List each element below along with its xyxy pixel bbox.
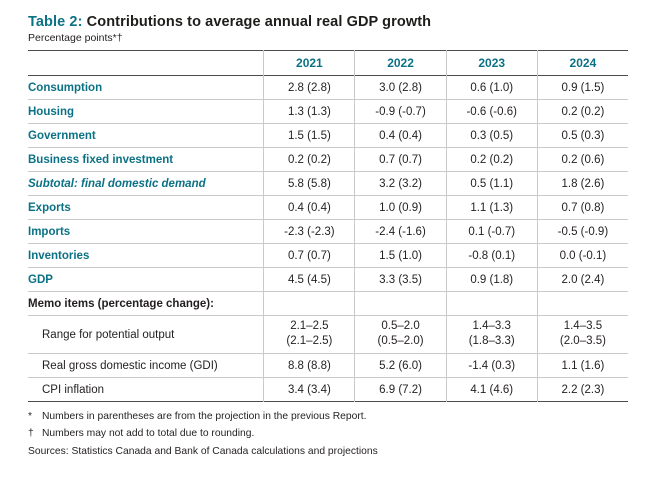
table-row bbox=[28, 172, 628, 196]
cell-value: 0.2 (0.2) bbox=[264, 148, 355, 172]
table-row bbox=[28, 244, 628, 268]
cell-value: -0.6 (-0.6) bbox=[446, 100, 537, 124]
footnote-text: Numbers in parentheses are from the projection in the previous Report. bbox=[42, 411, 367, 422]
row-label: CPI inflation bbox=[42, 383, 105, 396]
cell-value-primary: 0.5–2.0 bbox=[381, 320, 420, 332]
cell-value: 0.9 (1.8) bbox=[446, 268, 537, 292]
cell-value: 2.8 (2.8) bbox=[264, 76, 355, 100]
table-head bbox=[28, 51, 628, 76]
table-row bbox=[28, 76, 628, 100]
cell-value: 0.4 (0.4) bbox=[355, 124, 446, 148]
cell-value: 0.6 (1.0) bbox=[446, 76, 537, 100]
cell-value: 0.4 (0.4) bbox=[264, 196, 355, 220]
page-title bbox=[28, 14, 628, 30]
column-header-2024: 2024 bbox=[537, 51, 628, 76]
cell-value: 0.3 (0.5) bbox=[446, 124, 537, 148]
cell-value-primary: 1.4–3.3 bbox=[472, 320, 511, 332]
cell-value: 6.9 (7.2) bbox=[355, 378, 446, 402]
column-header-2023: 2023 bbox=[446, 51, 537, 76]
cell-value: 1.5 (1.0) bbox=[355, 244, 446, 268]
table-row bbox=[28, 148, 628, 172]
table-row bbox=[28, 316, 628, 354]
cell-value: 0.9 (1.5) bbox=[537, 76, 628, 100]
cell-value: 5.2 (6.0) bbox=[355, 354, 446, 378]
cell-value: 0.2 (0.6) bbox=[537, 148, 628, 172]
cell-value bbox=[537, 316, 628, 354]
cell-value: 1.3 (1.3) bbox=[264, 100, 355, 124]
cell-value: 0.7 (0.7) bbox=[355, 148, 446, 172]
row-label: Consumption bbox=[28, 81, 103, 94]
cell-value: 2.2 (2.3) bbox=[537, 378, 628, 402]
cell-value: 3.4 (3.4) bbox=[264, 378, 355, 402]
column-header-2021: 2021 bbox=[264, 51, 355, 76]
cell-value: 4.5 (4.5) bbox=[264, 268, 355, 292]
cell-value: -1.4 (0.3) bbox=[446, 354, 537, 378]
table-row-memo-header bbox=[28, 292, 628, 316]
cell-value-previous: (0.5–2.0) bbox=[377, 335, 424, 347]
row-label: Business fixed investment bbox=[28, 153, 174, 166]
cell-value bbox=[264, 292, 355, 316]
cell-value-previous: (2.1–2.5) bbox=[286, 335, 333, 347]
footnote-marker: * bbox=[28, 411, 33, 422]
cell-value: -0.8 (0.1) bbox=[446, 244, 537, 268]
row-label: Imports bbox=[28, 225, 71, 238]
cell-value bbox=[264, 316, 355, 354]
cell-value: -2.3 (-2.3) bbox=[264, 220, 355, 244]
cell-value: 4.1 (4.6) bbox=[446, 378, 537, 402]
cell-value: 0.2 (0.2) bbox=[537, 100, 628, 124]
footnote-1 bbox=[28, 409, 628, 425]
row-label: Housing bbox=[28, 105, 74, 118]
cell-value bbox=[355, 316, 446, 354]
table-row bbox=[28, 220, 628, 244]
cell-value bbox=[355, 292, 446, 316]
cell-value: 0.5 (0.3) bbox=[537, 124, 628, 148]
cell-value: 0.7 (0.8) bbox=[537, 196, 628, 220]
row-label: Real gross domestic income (GDI) bbox=[42, 359, 218, 372]
footnote-text: Numbers may not add to total due to rounding. bbox=[42, 427, 255, 439]
cell-value: 8.8 (8.8) bbox=[264, 354, 355, 378]
footnote-marker: † bbox=[28, 427, 34, 439]
table-row bbox=[28, 100, 628, 124]
cell-value: 0.1 (-0.7) bbox=[446, 220, 537, 244]
row-label: Subtotal: final domestic demand bbox=[28, 177, 206, 190]
table-header-row bbox=[28, 51, 628, 76]
cell-value: 1.5 (1.5) bbox=[264, 124, 355, 148]
cell-value bbox=[446, 316, 537, 354]
column-header-2022: 2022 bbox=[355, 51, 446, 76]
cell-value: 1.8 (2.6) bbox=[537, 172, 628, 196]
row-label: GDP bbox=[28, 273, 53, 286]
cell-value: 3.3 (3.5) bbox=[355, 268, 446, 292]
cell-value: 0.5 (1.1) bbox=[446, 172, 537, 196]
cell-value: -0.9 (-0.7) bbox=[355, 100, 446, 124]
table-row bbox=[28, 354, 628, 378]
table-row bbox=[28, 378, 628, 402]
cell-value: 0.2 (0.2) bbox=[446, 148, 537, 172]
table-body bbox=[28, 76, 628, 402]
cell-value-previous: (1.8–3.3) bbox=[468, 335, 515, 347]
cell-value-previous: (2.0–3.5) bbox=[559, 335, 606, 347]
row-label: Exports bbox=[28, 201, 71, 214]
sources-line: Sources: Statistics Canada and Bank of Canada calculations and projections bbox=[28, 446, 378, 457]
cell-value bbox=[446, 292, 537, 316]
cell-value: -0.5 (-0.9) bbox=[537, 220, 628, 244]
footnote-2 bbox=[28, 426, 628, 442]
cell-value: 3.2 (3.2) bbox=[355, 172, 446, 196]
cell-value bbox=[537, 292, 628, 316]
cell-value: 2.0 (2.4) bbox=[537, 268, 628, 292]
contributions-table bbox=[28, 50, 628, 402]
row-label: Government bbox=[28, 129, 96, 142]
cell-value: 0.0 (-0.1) bbox=[537, 244, 628, 268]
row-label: Inventories bbox=[28, 249, 90, 262]
cell-value: 3.0 (2.8) bbox=[355, 76, 446, 100]
cell-value: 5.8 (5.8) bbox=[264, 172, 355, 196]
cell-value-primary: 2.1–2.5 bbox=[290, 320, 329, 332]
table-row bbox=[28, 124, 628, 148]
table-title-text: Contributions to average annual real GDP growth bbox=[86, 14, 432, 30]
table-row bbox=[28, 268, 628, 292]
row-label: Range for potential output bbox=[42, 328, 175, 341]
cell-value: 1.1 (1.6) bbox=[537, 354, 628, 378]
row-label: Memo items (percentage change): bbox=[28, 297, 214, 310]
table-notes bbox=[28, 409, 628, 460]
column-header-blank bbox=[28, 51, 264, 76]
table-row bbox=[28, 196, 628, 220]
cell-value: -2.4 (-1.6) bbox=[355, 220, 446, 244]
cell-value: 0.7 (0.7) bbox=[264, 244, 355, 268]
table-number: Table 2: bbox=[28, 14, 83, 30]
cell-value: 1.0 (0.9) bbox=[355, 196, 446, 220]
cell-value: 1.1 (1.3) bbox=[446, 196, 537, 220]
cell-value-primary: 1.4–3.5 bbox=[563, 320, 603, 332]
table-subtitle: Percentage points*† bbox=[28, 32, 123, 44]
